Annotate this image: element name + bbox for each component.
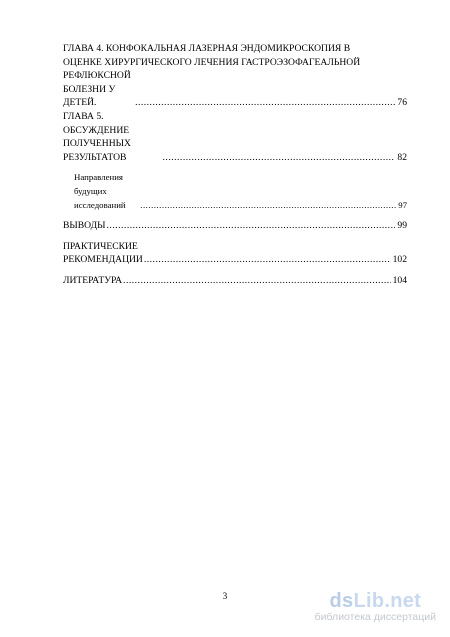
- toc-entry-title: ПРАКТИЧЕСКИЕ РЕКОМЕНДАЦИИ: [63, 240, 143, 266]
- toc-entry-page: 76: [397, 97, 407, 109]
- table-of-contents: [63, 42, 407, 288]
- dslib-logo: dsLib.net: [329, 590, 422, 612]
- toc-entry-title: ВЫВОДЫ: [63, 220, 106, 232]
- toc-leader-dots: [140, 199, 396, 213]
- toc-entry-literature[interactable]: [63, 274, 407, 288]
- toc-entry-page: 82: [397, 151, 407, 163]
- toc-leader-dots: [144, 253, 391, 267]
- toc-entry-recommendations[interactable]: [63, 240, 407, 267]
- toc-entry-title: ЛИТЕРАТУРА: [63, 274, 123, 286]
- toc-entry-page: 97: [398, 199, 407, 210]
- dslib-watermark: [315, 591, 436, 624]
- toc-leader-dots: [163, 151, 396, 165]
- toc-entry-page: 99: [397, 220, 407, 232]
- toc-leader-dots: [107, 219, 396, 233]
- toc-entry-future-research[interactable]: [63, 171, 407, 212]
- toc-entry-page: 104: [392, 274, 407, 286]
- dslib-subtitle: библиотека диссертаций: [314, 611, 436, 623]
- toc-entry-line: ГЛАВА 4. КОНФОКАЛЬНАЯ ЛАЗЕРНАЯ ЭНДОМИКРОСКОПИЯ В: [63, 43, 351, 54]
- toc-entry-conclusions[interactable]: [63, 219, 407, 233]
- toc-entry-title: ГЛАВА 5. ОБСУЖДЕНИЕ ПОЛУЧЕННЫХ РЕЗУЛЬТАТОВ: [63, 110, 131, 163]
- toc-entry-title: РЕФЛЮКСНОЙ БОЛЕЗНИ У ДЕТЕЙ.: [63, 70, 131, 109]
- page-number: 3: [222, 591, 228, 601]
- toc-entry-chapter-4[interactable]: [63, 42, 407, 110]
- toc-entry-title: Направления будущих исследований: [74, 172, 126, 210]
- toc-entry-page: 102: [392, 254, 407, 266]
- toc-leader-dots: [123, 274, 391, 288]
- toc-entry-line: ОЦЕНКЕ ХИРУРГИЧЕСКОГО ЛЕЧЕНИЯ ГАСТРОЭЗОФАГЕАЛЬНОЙ: [63, 56, 361, 68]
- toc-leader-dots: [135, 96, 395, 110]
- toc-entry-chapter-5[interactable]: [63, 110, 407, 164]
